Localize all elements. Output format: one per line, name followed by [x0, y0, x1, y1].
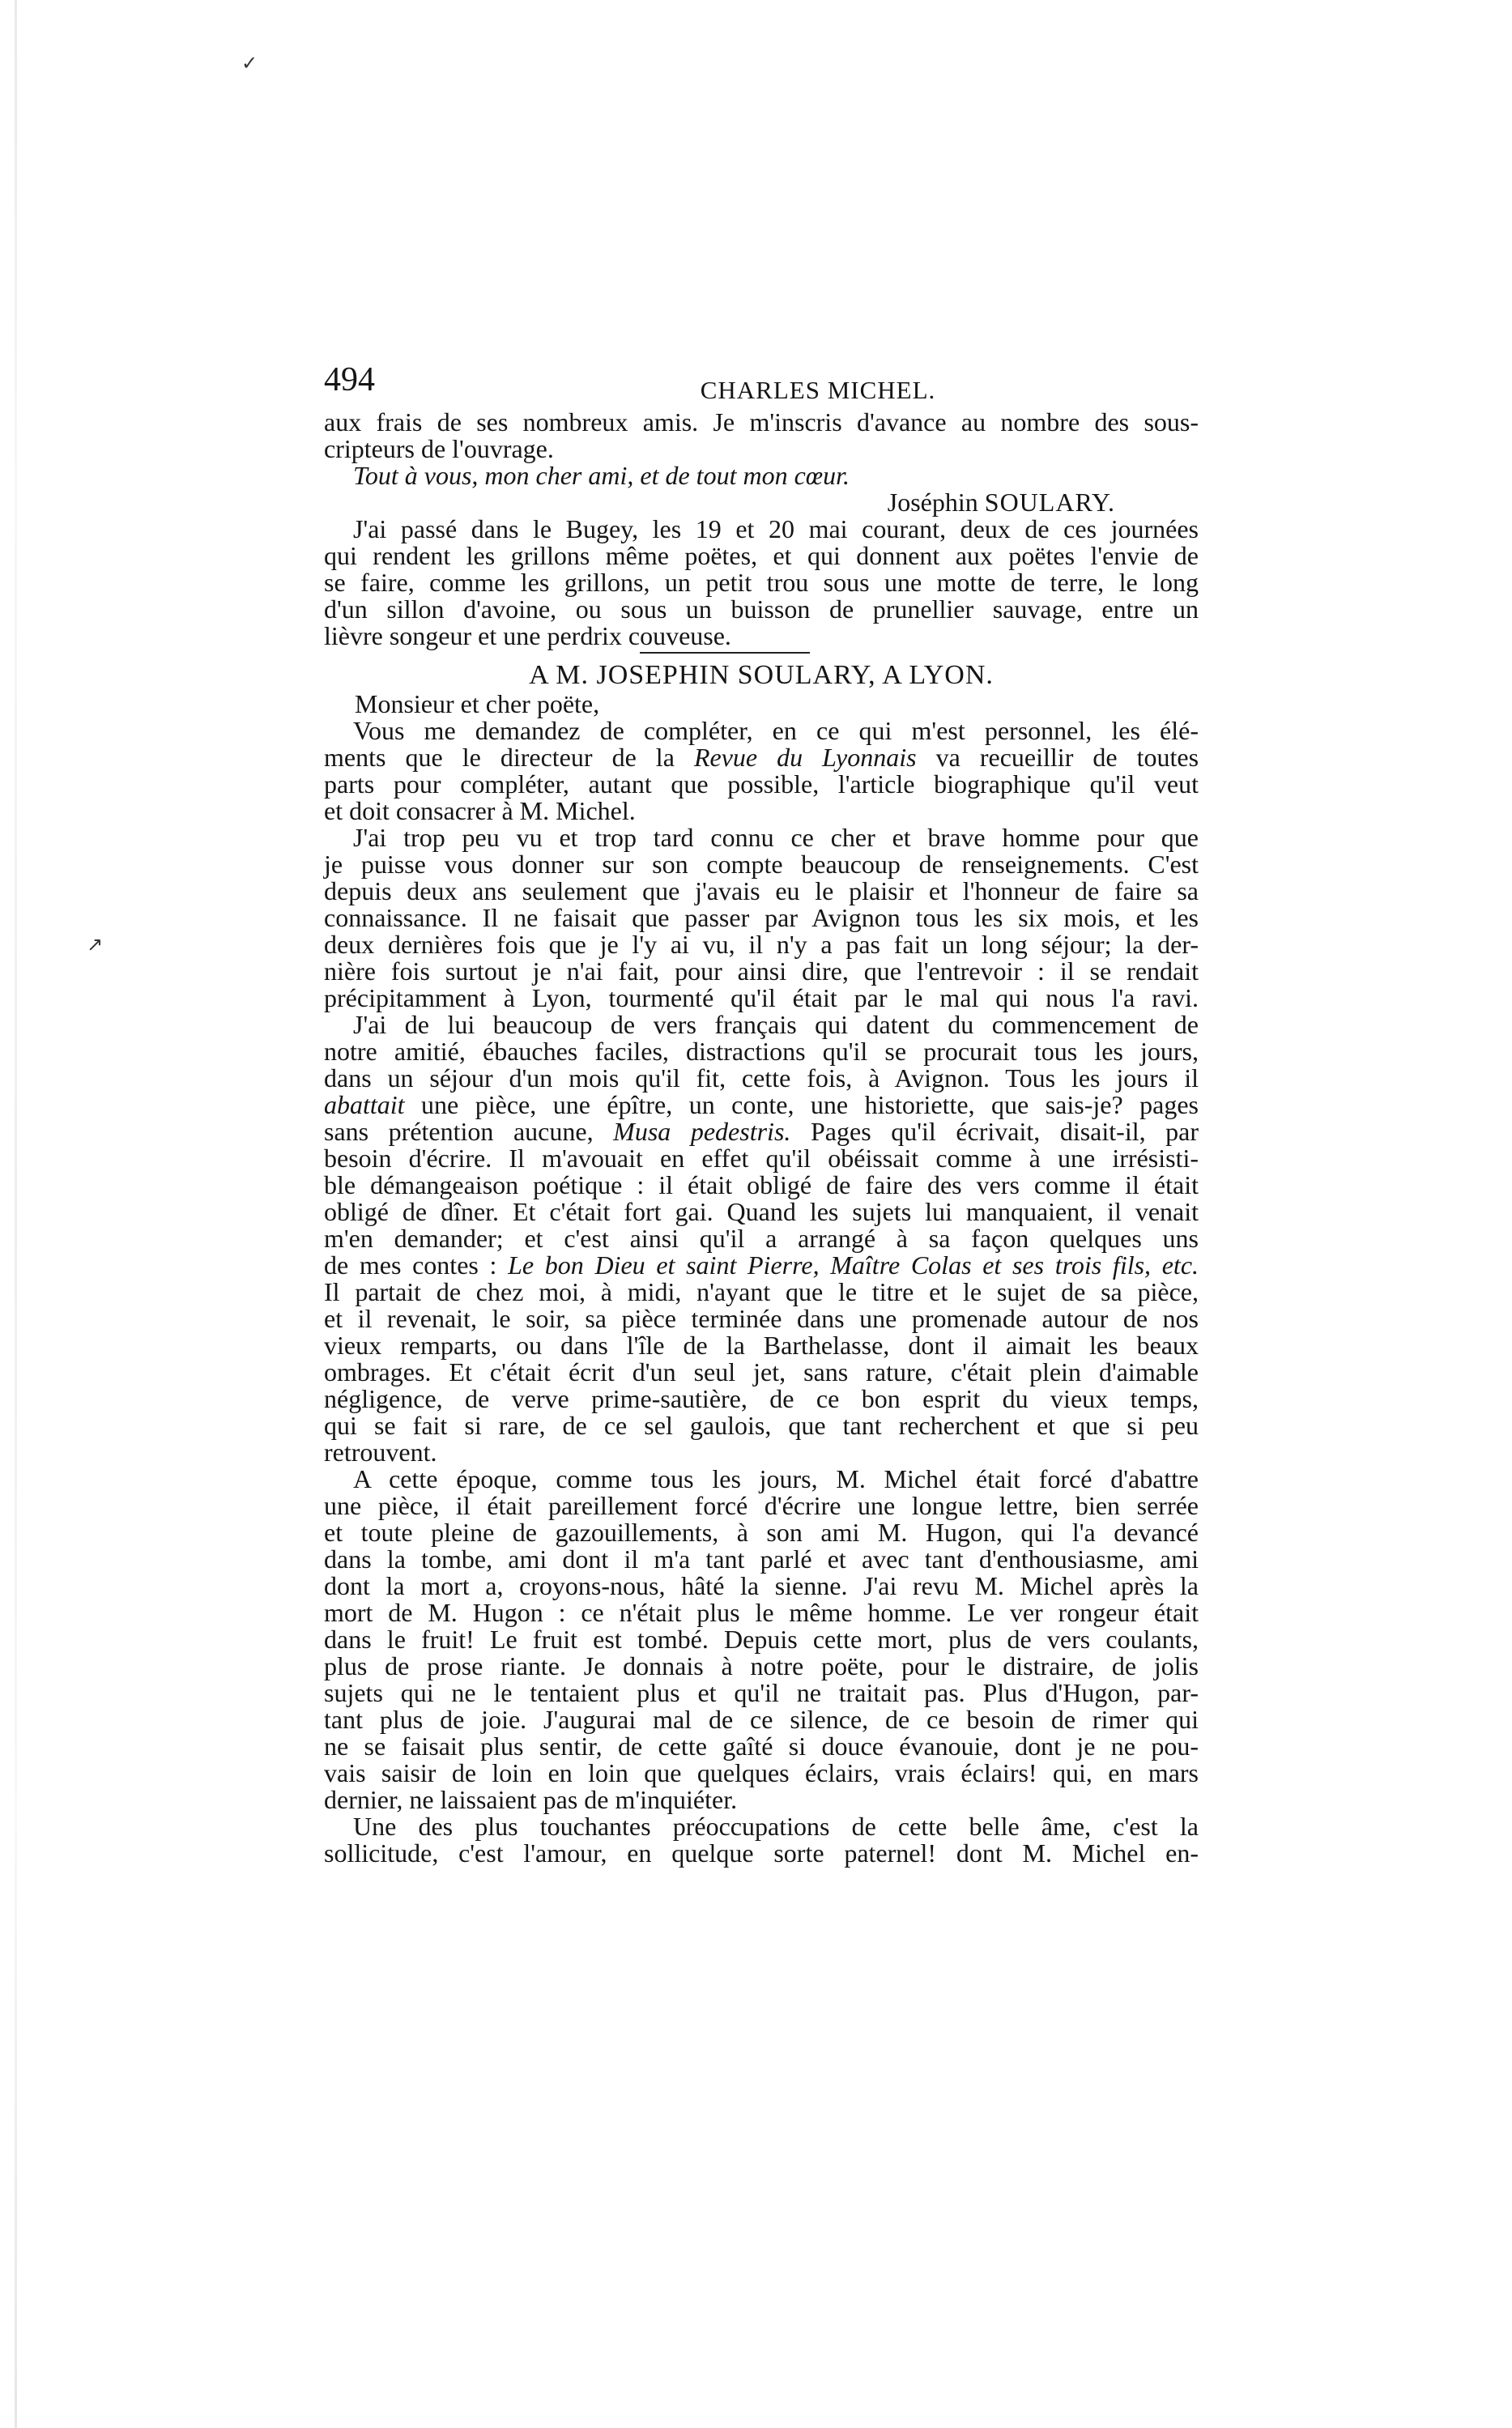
publication-title: Revue du Lyonnais: [693, 743, 917, 772]
text-fragment: ments que le directeur de la: [324, 743, 675, 772]
text-line: qui se fait si rare, de ce sel gaulois, que tant recherchent et que si peu: [324, 1411, 1199, 1440]
text-line: depuis deux ans seulement que j'avais eu le plaisir et l'honneur de faire sa: [324, 876, 1199, 905]
text-line: se faire, comme les grillons, un petit trou sous une motte de terre, le long: [324, 568, 1199, 597]
text-line: précipitamment à Lyon, tourmenté qu'il était par le mal qui nous l'a ravi.: [324, 983, 1199, 1012]
italic-word: abattait: [324, 1090, 405, 1119]
text-line: Vous me demandez de compléter, en ce qui m'est personnel, les élé-: [353, 716, 1199, 745]
text-line: sollicitude, c'est l'amour, en quelque sorte paternel! dont M. Michel en-: [324, 1838, 1199, 1868]
text-line: plus de prose riante. Je donnais à notre poëte, pour le distraire, de jolis: [324, 1651, 1199, 1680]
text-line: et doit consacrer à M. Michel.: [324, 796, 636, 825]
text-line: dont la mort a, croyons-nous, hâté la sienne. J'ai revu M. Michel après la: [324, 1571, 1199, 1600]
text-line: vieux remparts, ou dans l'île de la Barthelasse, dont il aimait les beaux: [324, 1331, 1199, 1360]
text-line: qui rendent les grillons même poëtes, et qui donnent aux poëtes l'envie de: [324, 541, 1199, 570]
text-line: aux frais de ses nombreux amis. Je m'inscris d'avance au nombre des sous-: [324, 407, 1199, 437]
text-line: je puisse vous donner sur son compte beaucoup de renseignements. C'est: [324, 850, 1199, 879]
text-line: et il revenait, le soir, sa pièce terminée dans une promenade autour de nos: [324, 1304, 1199, 1333]
text-line: J'ai trop peu vu et trop tard connu ce cher et brave homme pour que: [353, 823, 1199, 852]
text-fragment: de mes contes :: [324, 1250, 497, 1280]
text-line: connaissance. Il ne faisait que passer par Avignon tous les six mois, et les: [324, 903, 1199, 932]
text-line: ble démangeaison poétique : il était obligé de faire des vers comme il était: [324, 1170, 1199, 1199]
text-fragment: une pièce, une épître, un conte, une historiette, que sais-je? pages: [421, 1090, 1199, 1119]
text-line: [324, 1252, 1199, 1279]
text-line: J'ai passé dans le Bugey, les 19 et 20 mai courant, deux de ces journées: [353, 514, 1199, 543]
text-line: [324, 462, 1199, 489]
scan-edge: [15, 0, 17, 2428]
text-line: Une des plus touchantes préoccupations de cette belle âme, c'est la: [353, 1812, 1199, 1841]
text-line: une pièce, il était pareillement forcé d'écrire une longue lettre, bien serrée: [324, 1491, 1199, 1520]
text-line: d'un sillon d'avoine, ou sous un buisson de prunellier sauvage, entre un: [324, 594, 1199, 624]
page-header: [324, 363, 1199, 408]
text-fragment: sans prétention aucune,: [324, 1117, 594, 1146]
latin-phrase: Musa pedestris.: [613, 1117, 791, 1146]
text-line: [324, 744, 1199, 771]
scan-mark: ✓: [241, 52, 258, 75]
text-line: négligence, de verve prime-sautière, de ce bon esprit du vieux temps,: [324, 1384, 1199, 1413]
text-line: mort de M. Hugon : ce n'était plus le même homme. Le ver rongeur était: [324, 1598, 1199, 1627]
text-fragment: va recueillir de toutes: [935, 743, 1199, 772]
text-line: cripteurs de l'ouvrage.: [324, 434, 554, 463]
text-line: vais saisir de loin en loin que quelques éclairs, vrais éclairs! qui, en mars: [324, 1758, 1199, 1787]
text-line: lièvre songeur et une perdrix couveuse.: [324, 621, 731, 650]
text-line: [324, 1118, 1199, 1145]
text-line: m'en demander; et c'est ainsi qu'il a arrangé à sa façon quelques uns: [324, 1224, 1199, 1253]
text-line: [324, 1092, 1199, 1118]
text-line: dernier, ne laissaient pas de m'inquiéter.: [324, 1785, 738, 1814]
letter-title: A M. JOSEPHIN SOULARY, A LYON.: [529, 660, 994, 690]
salutation: Monsieur et cher poëte,: [355, 689, 600, 718]
signature-first-name: Joséphin: [887, 488, 978, 517]
scan-mark: ↗: [87, 933, 104, 956]
text-line: tant plus de joie. J'augurai mal de ce silence, de ce besoin de rimer qui: [324, 1705, 1199, 1734]
text-line: dans la tombe, ami dont il m'a tant parlé et avec tant d'enthousiasme, ami: [324, 1544, 1199, 1574]
text-line: obligé de dîner. Et c'était fort gai. Quand les sujets lui manquaient, il venait: [324, 1197, 1199, 1226]
body-text: [324, 409, 1199, 1867]
text-line: ne se faisait plus sentir, de cette gaîté si douce évanouie, dont je ne pou-: [324, 1732, 1199, 1761]
text-line: ombrages. Et c'était écrit d'un seul jet, sans rature, c'était plein d'aimable: [324, 1357, 1199, 1387]
page-number: 494: [324, 361, 375, 398]
text-line: J'ai de lui beaucoup de vers français qui datent du commencement de: [353, 1010, 1199, 1039]
text-line: besoin d'écrire. Il m'avouait en effet qu'il obéissait comme à une irrésisti-: [324, 1144, 1199, 1173]
text-line: Il partait de chez moi, à midi, n'ayant que le titre et le sujet de sa pièce,: [324, 1277, 1199, 1306]
signature-line: [324, 489, 1199, 516]
text-fragment: Pages qu'il écrivait, disait-il, par: [810, 1117, 1199, 1146]
text-line: dans un séjour d'un mois qu'il fit, cette fois, à Avignon. Tous les jours il: [324, 1063, 1199, 1093]
text-line: parts pour compléter, autant que possible, l'article biographique qu'il veut: [324, 769, 1199, 799]
text-line: A cette époque, comme tous les jours, M. Michel était forcé d'abattre: [353, 1464, 1199, 1493]
closing-phrase: Tout à vous, mon cher ami, et de tout mon cœur.: [353, 461, 850, 490]
text-line: notre amitié, ébauches faciles, distractions qu'il se procurait tous les jours,: [324, 1037, 1199, 1066]
text-line: et toute pleine de gazouillements, à son ami M. Hugon, qui l'a devancé: [324, 1518, 1199, 1547]
story-titles: Le bon Dieu et saint Pierre, Maître Colas et ses trois fils, etc.: [508, 1250, 1199, 1280]
text-line: sujets qui ne le tentaient plus et qu'il ne traitait pas. Plus d'Hugon, par-: [324, 1678, 1199, 1707]
text-line: dans le fruit! Le fruit est tombé. Depuis cette mort, plus de vers coulants,: [324, 1625, 1199, 1654]
text-line: deux dernières fois que je l'y ai vu, il n'y a pas fait un long séjour; la der-: [324, 930, 1199, 959]
heading-divider: [640, 652, 810, 654]
text-line: retrouvent.: [324, 1438, 437, 1467]
signature-surname: SOULARY.: [984, 488, 1115, 517]
running-head: CHARLES MICHEL.: [700, 376, 936, 404]
text-line: nière fois surtout je n'ai fait, pour ainsi dire, que l'entrevoir : il se rendait: [324, 956, 1199, 986]
